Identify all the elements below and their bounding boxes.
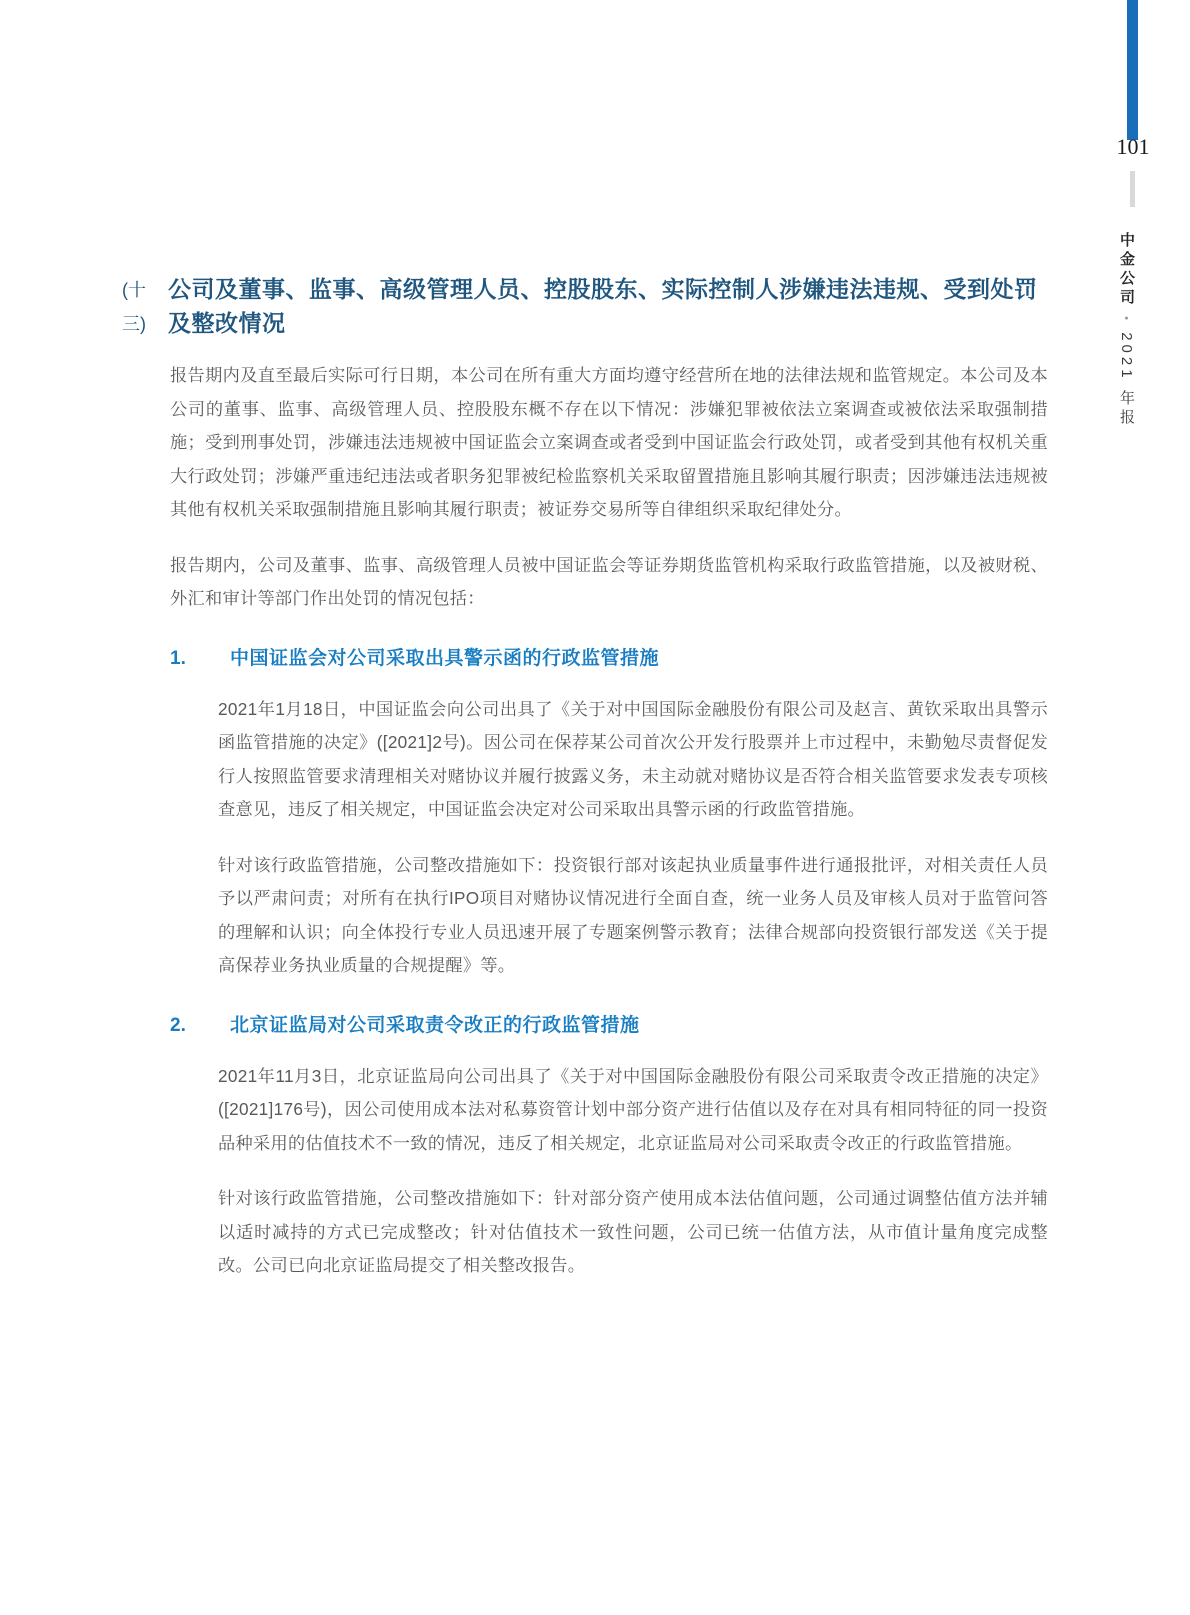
accent-bar	[1127, 0, 1138, 140]
subsection-2-paragraph-1: 2021年11月3日，北京证监局向公司出具了《关于对中国国际金融股份有限公司采取责令改正措施的决定》([2021]176号)，因公司使用成本法对私募资管计划中部分资产进行估值以及存在对具有相同特征的同一投资品种采用的估值技术不一致的情况，违反了相关规定，北京证监局对公司采取责令改正的行政监管措施。	[218, 1065, 1048, 1153]
page-number: 101	[1116, 134, 1150, 159]
sidebar-report-year: 2021 年报	[1118, 332, 1135, 428]
section-title: 公司及董事、监事、高级管理人员、控股股东、实际控制人涉嫌违法违规、受到处罚及整改情况	[168, 276, 1038, 336]
subsection-2-title: 北京证监局对公司采取责令改正的行政监管措施	[230, 1014, 640, 1036]
subsection-1-paragraph-2: 针对该行政监管措施，公司整改措施如下：投资银行部对该起执业质量事件进行通报批评，对相关责任人员予以严肃问责；对所有在执行IPO项目对赌协议情况进行全面自查，统一业务人员及审核人员对于监管问答的理解和认识；向全体投行专业人员迅速开展了专题案例警示教育；法律合规部向投资银行部发送《关于提高保荐业务执业质量的合规提醒》等。	[218, 854, 1048, 975]
sidebar-caption	[1116, 232, 1137, 492]
subsection-1-number: 1.	[170, 647, 186, 669]
subsection-2-number: 2.	[170, 1014, 186, 1036]
section-heading	[122, 272, 1048, 341]
section-paragraph-2: 报告期内，公司及董事、监事、高级管理人员被中国证监会等证券期货监管机构采取行政监管措施，以及被财税、外汇和审计等部门作出处罚的情况包括：	[170, 554, 1048, 608]
main-content	[122, 272, 1048, 1305]
subsection-2-heading	[170, 1013, 1048, 1039]
sidebar-separator-dot: •	[1120, 316, 1132, 325]
subsection-1-paragraph-1: 2021年1月18日，中国证监会向公司出具了《关于对中国国际金融股份有限公司及赵言、黄钦采取出具警示函监管措施的决定》([2021]2号)。因公司在保荐某公司首次公开发行股票并上市过程中，未勤勉尽责督促发行人按照监管要求清理相关对赌协议并履行披露义务，未主动就对赌协议是否符合相关监管要求发表专项核查意见，违反了相关规定，中国证监会决定对公司采取出具警示函的行政监管措施。	[218, 698, 1048, 819]
section-paragraph-1: 报告期内及直至最后实际可行日期，本公司在所有重大方面均遵守经营所在地的法律法规和监管规定。本公司及本公司的董事、监事、高级管理人员、控股股东概不存在以下情况：涉嫌犯罪被依法立案调查或被依法采取强制措施；受到刑事处罚，涉嫌违法违规被中国证监会立案调查或者受到中国证监会行政处罚，或者受到其他有权机关重大行政处罚；涉嫌严重违纪违法或者职务犯罪被纪检监察机关采取留置措施且影响其履行职责；因涉嫌违法违规被其他有权机关采取强制措施且影响其履行职责；被证券交易所等自律组织采取纪律处分。	[170, 365, 1048, 519]
subsection-1-heading	[170, 646, 1048, 672]
subsection-1-title: 中国证监会对公司采取出具警示函的行政监管措施	[230, 647, 660, 669]
sidebar-company-name: 中金公司	[1118, 232, 1135, 308]
page-number-tick	[1130, 171, 1135, 207]
subsection-2-paragraph-2: 针对该行政监管措施，公司整改措施如下：针对部分资产使用成本法估值问题，公司通过调整估值方法并辅以适时减持的方式已完成整改；针对估值技术一致性问题，公司已统一估值方法，从市值计量角度完成整改。公司已向北京证监局提交了相关整改报告。	[218, 1188, 1048, 1275]
section-marker: (十三)	[122, 280, 146, 334]
